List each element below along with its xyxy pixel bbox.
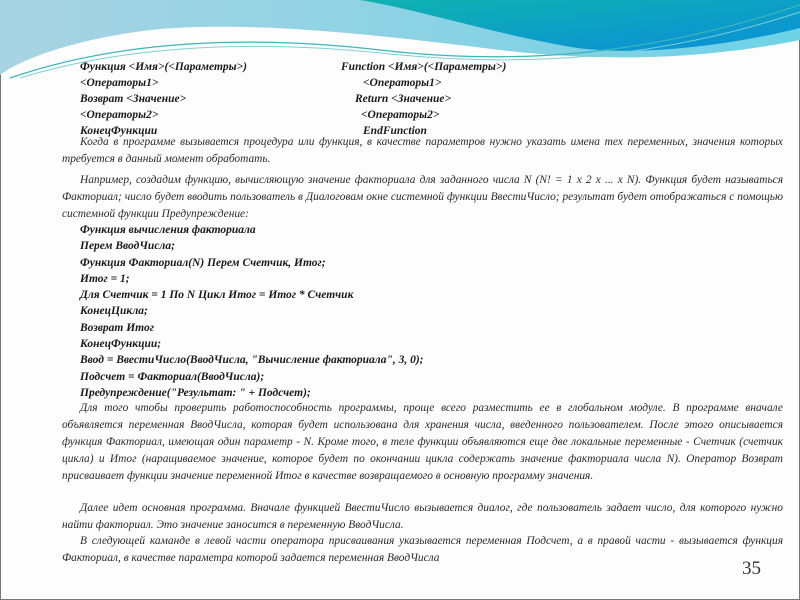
code-line: Перем ВводЧисла; (80, 240, 175, 253)
paragraph-factorial-example: Например, создадим функцию, вычисляющую значение факториала для заданного числа N (N! = 1 x 2 x ... x N). Функция будет называться Факториал; число будет вводить пользователь в Диалоговам окне системной функции ВвестиЧисло; результат будет отображаться с помощью системной функции Предупреждение: (62, 174, 783, 220)
code-line: КонецЦикла; (80, 305, 148, 318)
syntax-en-line: EndFunction (363, 125, 427, 137)
code-line: КонецФункции; (80, 338, 162, 351)
paragraph-call-params: Когда в программе вызывается процедура или функция, в качестве параметров нужно указать имена тех переменных, значения которых требуется в данный момент обработать. (62, 136, 783, 165)
syntax-ru-line: <Операторы2> (80, 109, 159, 121)
page-number: 35 (742, 558, 761, 579)
syntax-ru-line: Возврат <Значение> (80, 93, 187, 105)
code-line: Ввод = ВвестиЧисло(ВводЧисла, "Вычисление факториала", 3, 0); (80, 354, 424, 367)
code-line: Предупреждение("Результат: " + Подсчет); (80, 386, 311, 399)
code-line: Возврат Итог (80, 321, 154, 334)
code-line: Функция вычисления факториала (80, 224, 256, 236)
paragraph-assignment: В следующей каманде в левой части оператора присваивания указывается переменная Подсчет, а в правой части - вызывается функция Факториал, в качестве параметра которой задается переменная ВводЧисла (62, 535, 783, 564)
code-line: Для Счетчик = 1 По N Цикл Итог = Итог * Счетчик (80, 289, 354, 302)
syntax-ru-line: Функция <Имя>(<Параметры>) (80, 61, 248, 73)
paragraph-explanation: Для того чтобы проверить работоспособность программы, проще всего разместить ее в глобальном модуле. В программе вначале объявляется переменная ВводЧисла, которая будет использована для хранения числа, введенного пользователем. После этого описывается функция Факториал, имеющая один параметр - N. Кроме того, в теле функции объявляются еще две локальные переменные - Счетчик (счетчик цикла) и Итог (наращиваемое значение, которое будет по окончании цикла содержать значение факториала числа N). Оператор Возврат присваивает функции значение переменной Итог в качестве возвращаемого в основную программу значения. (62, 402, 783, 482)
syntax-en-line: Return <Значение> (355, 93, 452, 105)
code-listing (80, 222, 424, 401)
paragraph-main-program: Далее идет основная программа. Вначале функцией ВвестиЧисло вызывается диалог, где пользователь задает число, для которого нужно найти факториал. Это значение заносится в переменную ВводЧисла. (62, 502, 783, 531)
code-line: Подсчет = Факториал(ВводЧисла); (80, 370, 265, 383)
code-line: Функция Факториал(N) Перем Счетчик, Итог; (80, 256, 326, 269)
syntax-ru-line: <Операторы1> (80, 77, 159, 89)
syntax-en-line: <Операторы1> (363, 77, 442, 89)
syntax-ru-line: КонецФункции (80, 125, 158, 137)
syntax-en-line: <Операторы2> (361, 109, 440, 121)
code-line: Итог = 1; (80, 272, 130, 285)
syntax-en-line: Function <Имя>(<Параметры>) (341, 61, 507, 73)
